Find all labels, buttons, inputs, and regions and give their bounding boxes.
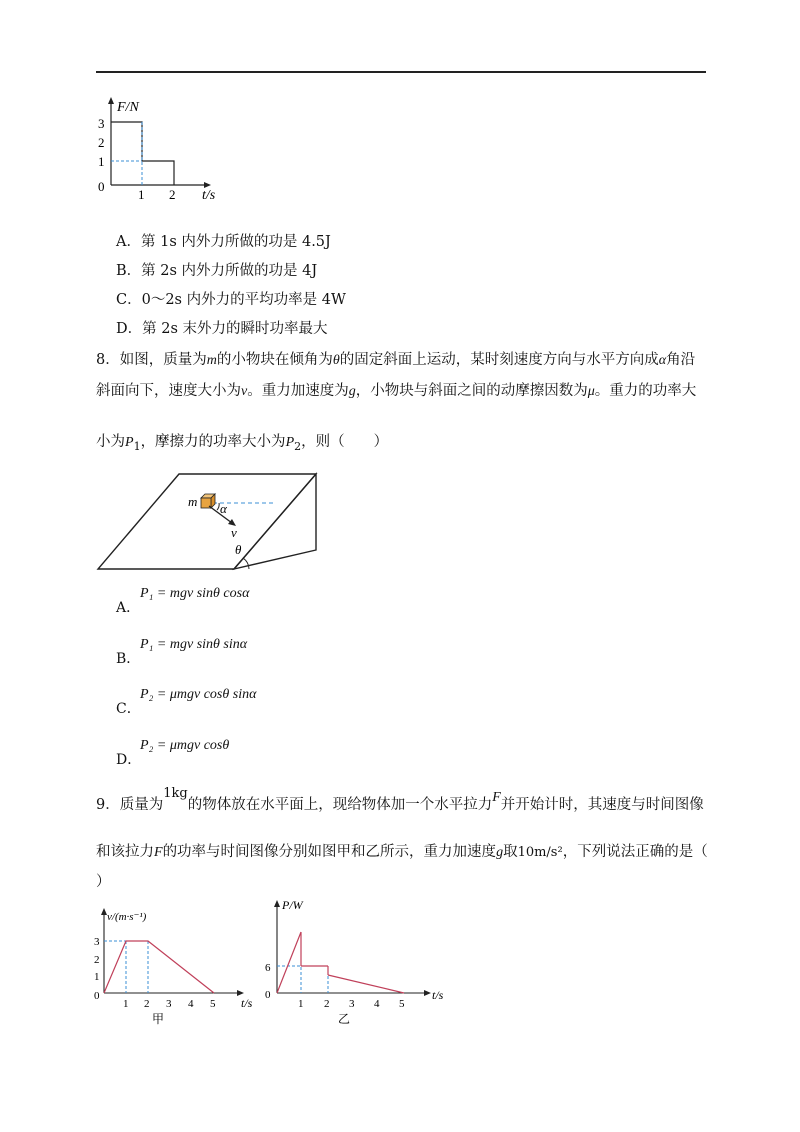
incline-right-face — [234, 474, 316, 569]
x-tick-2: 2 — [169, 187, 176, 202]
x-tick-2: 2 — [324, 998, 330, 1010]
header-rule — [96, 71, 706, 73]
x-tick-3: 3 — [349, 998, 355, 1010]
x-axis-arrow — [424, 990, 431, 996]
y-tick-2: 2 — [94, 954, 100, 966]
q8-option-b-letter: B． — [116, 651, 141, 667]
q7-option-d — [116, 319, 328, 339]
cube-block — [201, 494, 215, 508]
x-tick-4: 4 — [374, 998, 380, 1010]
q9-stem-line3: ） — [96, 874, 111, 890]
caption-jia: 甲 — [152, 1012, 165, 1025]
y-tick-0: 0 — [94, 990, 100, 1002]
q7-option-a — [116, 232, 331, 252]
q8-option-a-letter: A． — [116, 600, 141, 616]
x-tick-5: 5 — [399, 998, 405, 1010]
y-tick-1: 1 — [98, 154, 105, 169]
power-decline — [328, 975, 404, 993]
q7-option-c — [116, 290, 346, 310]
incline-figure — [95, 465, 325, 575]
y-tick-0: 0 — [265, 989, 271, 1001]
x-tick-1: 1 — [298, 998, 304, 1010]
q8-option-c-formula: P₂ = μmgv cosθ sinα — [140, 687, 257, 702]
y-axis-arrow — [274, 900, 280, 907]
q8-stem-line2: 斜面向下，速度大小为v。重力加速度为g，小物块与斜面之间的动摩擦因数为μ。重力的功率大 — [96, 383, 697, 399]
label-alpha: α — [220, 501, 227, 516]
x-axis-label: t/s — [432, 988, 444, 1002]
x-tick-1: 1 — [138, 187, 145, 202]
y-tick-0: 0 — [98, 179, 105, 194]
x-tick-1: 1 — [123, 998, 129, 1010]
velocity-line — [104, 941, 214, 993]
x-tick-4: 4 — [188, 998, 194, 1010]
q8-stem-line3: 小为$P_1$，摩擦力的功率大小为$P_2$，则（ ） — [96, 434, 389, 453]
q8-option-c-letter: C． — [116, 701, 141, 717]
option-letter: C． — [116, 292, 142, 308]
option-text: 第 2s 末外力的瞬时功率最大 — [142, 321, 328, 337]
chart-jia-velocity-time — [90, 900, 265, 1025]
q8-option-d-formula: P₂ = μmgv cosθ — [140, 738, 230, 753]
incline-front-face — [98, 474, 316, 569]
q9-stem-line1: 9．质量为1kg的物体放在水平面上，现给物体加一个水平拉力F并开始计时，其速度与时间图像 — [96, 786, 704, 813]
y-axis-label: v/(m·s⁻¹) — [107, 911, 147, 923]
x-axis-label: t/s — [202, 188, 216, 203]
option-letter: A． — [116, 234, 141, 250]
y-tick-3: 3 — [94, 936, 100, 948]
y-axis-label: F/N — [117, 100, 139, 115]
label-m: m — [188, 494, 198, 509]
y-tick-1: 1 — [94, 971, 100, 983]
x-tick-5: 5 — [210, 998, 216, 1010]
x-tick-3: 3 — [166, 998, 172, 1010]
q8-option-b-formula: P₁ = mgv sinθ sinα — [140, 637, 248, 652]
force-time-graph — [95, 95, 225, 205]
y-axis-label: P/W — [282, 898, 303, 912]
q8-option-a-formula: P₁ = mgv sinθ cosα — [140, 586, 250, 601]
q8-stem-line1: 8．如图，质量为m的小物块在倾角为θ的固定斜面上运动，某时刻速度方向与水平方向成α角沿 — [96, 352, 696, 368]
y-axis-arrow — [108, 97, 114, 104]
option-text: 第 1s 内外力所做的功是 4.5J — [140, 234, 331, 250]
power-ramp — [277, 932, 301, 993]
label-v: v — [231, 525, 237, 540]
q9-stem-line2: 和该拉力F的功率与时间图像分别如图甲和乙所示，重力加速度g取10m/s²，下列说法正确的是（ — [96, 844, 708, 860]
y-tick-3: 3 — [98, 116, 105, 131]
option-text: 第 2s 内外力所做的功是 4J — [141, 263, 318, 279]
option-letter: D． — [116, 321, 143, 337]
q7-option-b — [116, 261, 317, 281]
alpha-arc — [217, 503, 219, 510]
x-tick-2: 2 — [144, 998, 150, 1010]
q8-option-d-letter: D． — [116, 752, 142, 768]
chart-yi-power-time — [262, 895, 452, 1025]
option-letter: B． — [116, 263, 142, 279]
y-tick-6: 6 — [265, 962, 271, 974]
option-text: 0～2s 内外力的平均功率是 4W — [141, 292, 346, 308]
x-axis-label: t/s — [241, 996, 253, 1010]
y-tick-2: 2 — [98, 135, 105, 150]
caption-yi: 乙 — [338, 1012, 351, 1025]
label-theta: θ — [235, 542, 242, 557]
